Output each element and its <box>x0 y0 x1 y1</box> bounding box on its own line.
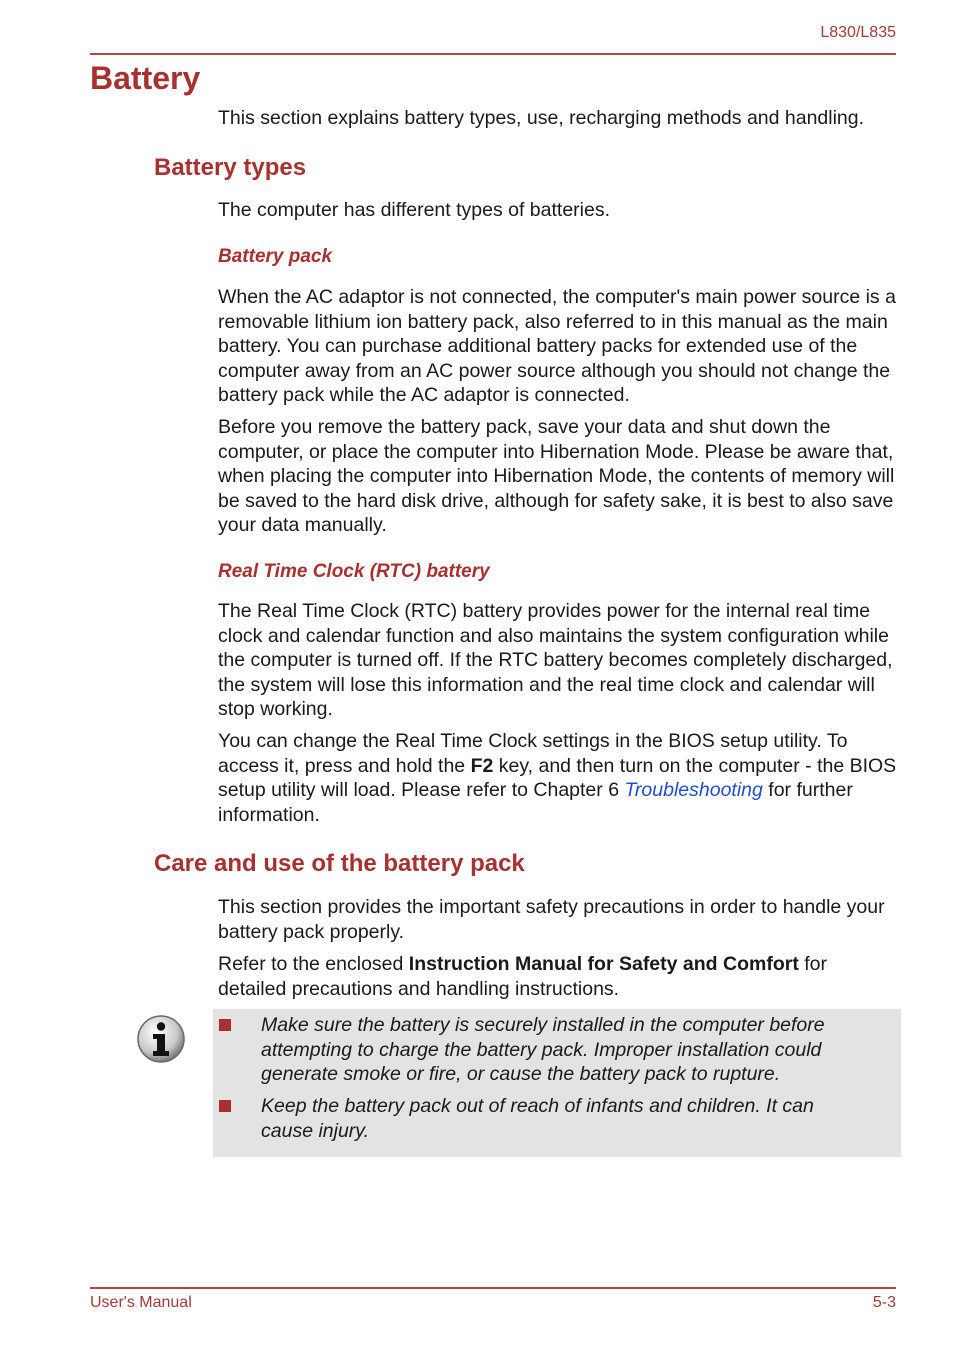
rtc-paragraph-2 <box>218 729 898 827</box>
footer-rule <box>90 1287 896 1289</box>
header-model: L830/L835 <box>820 24 896 41</box>
battery-pack-paragraph-1: When the AC adaptor is not connected, the computer's main power source is a removable lithium ion battery pack, also referred to in this manual as the main battery. You can purchase additional battery packs for extended use of the computer away from an AC power source although you should not change the battery pack while the AC adaptor is connected. <box>218 286 896 406</box>
care-paragraph-2-text-b: for detailed precautions and handling instructions. <box>218 953 828 1000</box>
square-bullet-icon <box>219 1019 231 1031</box>
rtc-paragraph-2-text-c: for further information. <box>218 779 853 826</box>
care-heading: Care and use of the battery pack <box>154 850 525 877</box>
care-paragraph-2 <box>218 952 898 1001</box>
note-item-2: Keep the battery pack out of reach of infants and children. It can cause injury. <box>261 1095 814 1142</box>
rtc-paragraph-2-text-a: You can change the Real Time Clock settings in the BIOS setup utility. To access it, press and hold the <box>218 730 848 777</box>
battery-pack-paragraph-2: Before you remove the battery pack, save your data and shut down the computer, or place the computer into Hibernation Mode. Please be aware that, when placing the computer into Hibernation Mode, the contents of memory will be saved to the hard disk drive, although for safety sake, it is best to also save your data manually. <box>218 416 895 536</box>
instruction-manual-title: Instruction Manual for Safety and Comfort <box>408 953 799 975</box>
square-bullet-icon <box>219 1100 231 1112</box>
rtc-paragraph-2-text-b: key, and then turn on the computer - the BIOS setup utility will load. Please refer to Chapter 6 <box>218 754 897 801</box>
footer-page-number: 5-3 <box>872 1294 896 1311</box>
battery-types-intro: The computer has different types of batteries. <box>218 199 611 221</box>
footer-manual-label: User's Manual <box>90 1294 192 1311</box>
note-item-1: Make sure the battery is securely installed in the computer before attempting to charge the battery pack. Improper installation could generate smoke or fire, or cause the battery pack to rupture. <box>261 1014 825 1085</box>
troubleshooting-link[interactable]: Troubleshooting <box>624 779 763 801</box>
rtc-heading: Real Time Clock (RTC) battery <box>218 561 490 582</box>
intro-paragraph: This section explains battery types, use, recharging methods and handling. <box>218 107 865 129</box>
care-paragraph-1: This section provides the important safety precautions in order to handle your battery pack properly. <box>218 896 885 943</box>
battery-types-heading: Battery types <box>154 154 307 181</box>
header-rule <box>90 53 896 55</box>
info-icon <box>136 1014 186 1064</box>
page-title: Battery <box>90 60 201 96</box>
care-paragraph-2-text-a: Refer to the enclosed <box>218 953 409 975</box>
f2-key: F2 <box>470 754 494 777</box>
battery-pack-heading: Battery pack <box>218 246 333 267</box>
rtc-paragraph-1: The Real Time Clock (RTC) battery provides power for the internal real time clock and calendar function and also maintains the system configuration while the computer is turned off. If the RTC battery becomes completely discharged, the system will lose this information and the real time clock and calendar will stop working. <box>218 600 893 720</box>
